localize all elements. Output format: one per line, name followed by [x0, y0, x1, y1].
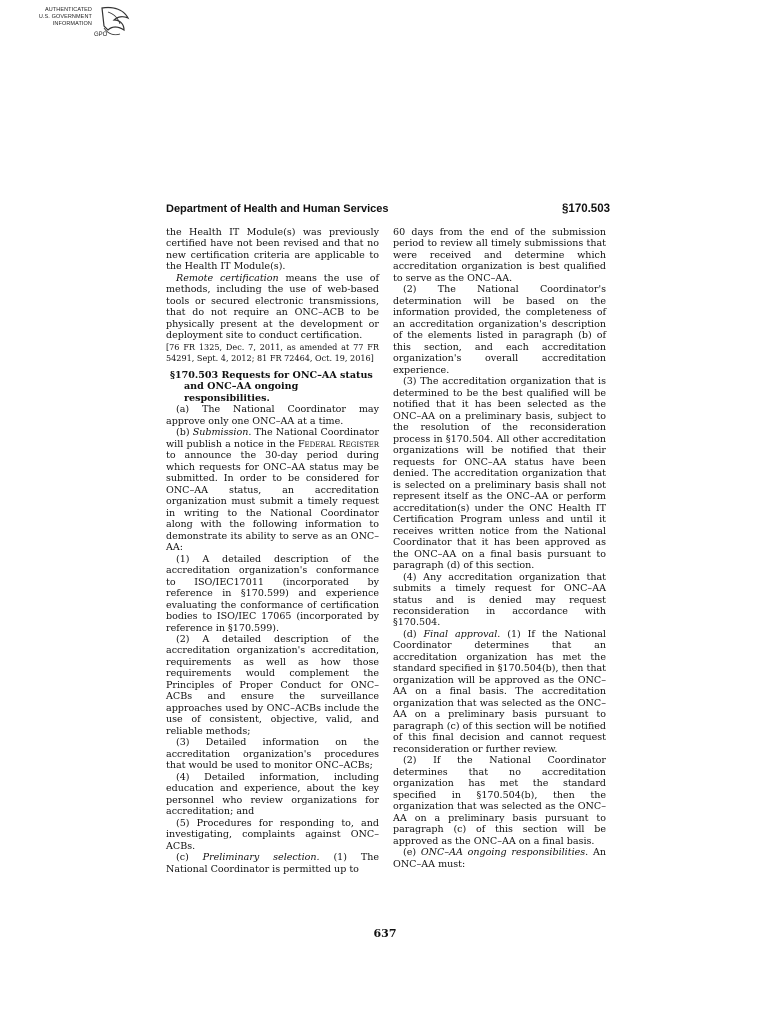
federal-register-term: Federal Register: [297, 438, 379, 450]
paragraph-b1: (1) A detailed description of the accreditation organization's conformance to ISO/IEC17011 (incorporated by reference in §170.599) and experience evaluating the conformance of certification bodies to ISO/IEC 17065 (incorporated by reference in §170.599).: [166, 553, 379, 634]
paragraph-c4: (4) Any accreditation organization that submits a timely request for ONC–AA status and is denied may request reconsideration in accordance with §170.504.: [393, 571, 606, 629]
paragraph-d-lead: (d): [403, 628, 424, 640]
paragraph-d-text: (1) If the National Coordinator determines that an accreditation organization has met the standard specified in §170.504(b), then that organization will be approved as the ONC–AA on a final basis. The accreditation organization that was selected as the ONC–AA on a preliminary basis pursuant to paragraph (c) of this section will be notified of this final decision and cannot request reconsideration or further review.: [393, 628, 606, 755]
paragraph-d-heading: Final approval.: [423, 628, 501, 640]
seal-text-line-3: INFORMATION: [52, 21, 92, 27]
paragraph-continuation: the Health IT Module(s) was previously certified have not been revised and that no new certification criteria are applicable to the Health IT Module(s).: [166, 227, 379, 273]
page-number: 637: [373, 927, 397, 940]
paragraph-c1-continuation: 60 days from the end of the submission period to review all timely submissions that were received and determine which accreditation organization is best qualified to serve as the ONC–AA.: [393, 227, 606, 284]
paragraph-b: [166, 427, 379, 553]
paragraph-d2: (2) If the National Coordinator determines that no accreditation organization has met the standard specified in §170.504(b), then the organization that was selected as the ONC–AA on a preliminary basis pursuant to paragraph (c) of this section will be approved as the ONC–AA on a final basis.: [393, 755, 606, 847]
paragraph-b-text-2: to announce the 30-day period during which requests for ONC–AA status may be submitted. In order to be considered for ONC–AA status, an accreditation organization must submit a timely request in writing to the National Coordinator along with the following information to demonstrate its ability to serve as an ONC–AA:: [166, 450, 379, 554]
right-column: [393, 227, 606, 870]
paragraph-e-text: An ONC–AA must:: [393, 847, 606, 870]
paragraph-c2: (2) The National Coordinator's determination will be based on the information provided, the completeness of an accreditation organization's description of the elements listed in paragraph (b) of this section, and each accreditation organization's overall accreditation experience.: [393, 284, 606, 376]
definition-text: means the use of methods, including the use of web-based tools or secured electronic transmissions, that do not require an ONC–ACB to be physically present at the development or deployment site to conduct certification.: [166, 272, 379, 342]
paragraph-c-lead: (c): [176, 852, 203, 864]
paragraph-b2: (2) A detailed description of the accreditation organization's accreditation, requirements as well as how those requirements would complement the Principles of Proper Conduct for ONC–ACBs and ensure the surveillance approaches used by ONC–ACBs include the use of consistent, objective, valid, and reliable methods;: [166, 633, 379, 737]
paragraph-e-heading: ONC–AA ongoing responsibilities.: [420, 847, 589, 859]
defined-term: Remote certification: [176, 272, 279, 284]
paragraph-e: [393, 847, 606, 870]
paragraph-a: (a) The National Coordinator may approve only one ONC–AA at a time.: [166, 404, 379, 427]
paragraph-b4: (4) Detailed information, including education and experience, about the key personnel who review organizations for accreditation; and: [166, 771, 379, 818]
seal-gpo-label: GPO: [94, 32, 108, 38]
paragraph-remote-certification: [166, 273, 379, 342]
section-heading: §170.503 Requests for ONC–AA status and ONC–AA ongoing responsibilities.: [170, 369, 373, 404]
paragraph-b-text-1: The National Coordinator will publish a notice in the: [166, 427, 379, 450]
paragraph-c-heading: Preliminary selection.: [202, 852, 320, 864]
seal-text-line-1: AUTHENTICATED: [44, 7, 92, 13]
seal-text-line-2: U.S. GOVERNMENT: [38, 14, 92, 20]
paragraph-b-lead: (b): [176, 427, 193, 439]
paragraph-c: [166, 852, 379, 875]
agency-name: Department of Health and Human Services: [166, 203, 389, 215]
paragraph-b3: (3) Detailed information on the accreditation organization's procedures that would be used to monitor ONC–ACBs;: [166, 737, 379, 772]
paragraph-d: [393, 629, 606, 755]
paragraph-c3: (3) The accreditation organization that is determined to be the best qualified will be notified that it has been selected as the ONC–AA on a preliminary basis, subject to the resolution of the reconsideration process in §170.504. All other accreditation organizations will be notified that their requests for ONC–AA status have been denied. The accreditation organization that is selected on a preliminary basis shall not represent itself as the ONC–AA or perform accreditation(s) under the ONC Health IT Certification Program unless and until it receives written notice from the National Coordinator that it has been approved as the ONC–AA on a final basis pursuant to paragraph (d) of this section.: [393, 376, 606, 572]
section-number: §170.503: [562, 203, 610, 215]
paragraph-b5: (5) Procedures for responding to, and investigating, complaints against ONC–ACBs.: [166, 817, 379, 852]
source-citation: [76 FR 1325, Dec. 7, 2011, as amended at 77 FR 54291, Sept. 4, 2012; 81 FR 72464, Oct. 19, 2016]: [166, 341, 379, 363]
paragraph-e-lead: (e): [403, 847, 421, 859]
gpo-authentication-seal: [24, 4, 144, 44]
paragraph-c-text: (1) The National Coordinator is permitted up to: [166, 852, 379, 875]
running-head: [166, 203, 610, 217]
paragraph-b-heading: Submission.: [192, 427, 252, 439]
left-column: [166, 227, 379, 875]
